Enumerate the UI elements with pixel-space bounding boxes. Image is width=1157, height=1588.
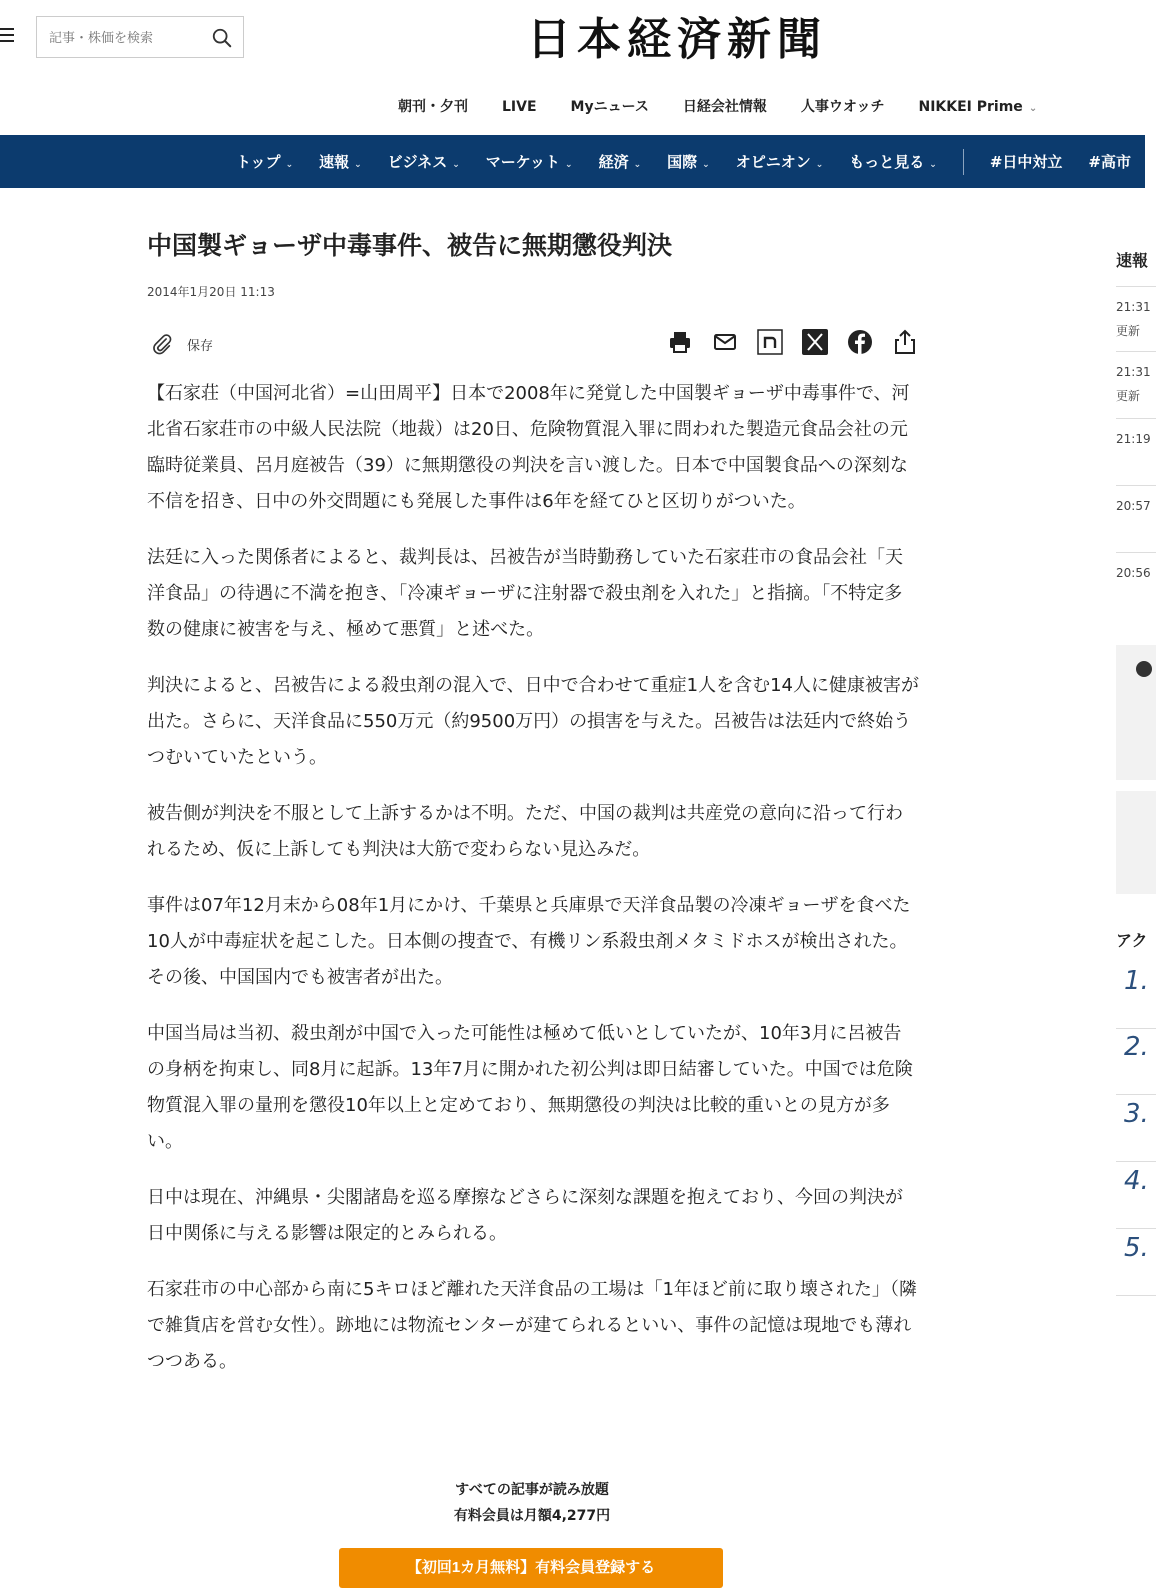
rail-news-status: 更新 <box>1116 324 1141 338</box>
nav-label: 国際 <box>667 153 698 171</box>
subnav-item-mynews[interactable]: Myニュース <box>570 99 649 115</box>
subnav-item-nikkei-prime[interactable] <box>918 96 1037 120</box>
share-icon[interactable] <box>891 328 919 356</box>
rail-news-time: 21:31 <box>1116 365 1151 379</box>
nav-item-international[interactable] <box>667 151 710 172</box>
nav-label: 経済 <box>598 153 629 171</box>
article-paragraph: 判決によると、呂被告による殺虫剤の混入で、日中で合わせて重症1人を含む14人に健康被害が出た。さらに、天洋食品に550万元（約9500万円）の損害を与えた。呂被告は法廷内で終始うつむいていたという。 <box>147 675 919 768</box>
ranking-number: 3. <box>1124 1099 1149 1129</box>
rail-news-time: 20:56 <box>1116 566 1151 580</box>
rail-news-item[interactable] <box>1116 552 1156 581</box>
article-paragraph: 日中は現在、沖縄県・尖閣諸島を巡る摩擦などさらに深刻な課題を抱えており、今回の判決が日中関係に与える影響は限定的とみられる。 <box>147 1187 903 1244</box>
article-paragraph: 石家荘市の中心部から南に5キロほど離れた天洋食品の工場は「1年ほど前に取り壊された」（隣で雑貨店を営む女性）。跡地には物流センターが建てられるといい、事件の記憶は現地でも薄れつつある。 <box>147 1279 917 1372</box>
chevron-down-icon: ⌄ <box>633 160 642 170</box>
share-bar <box>649 328 919 356</box>
save-button[interactable] <box>151 332 213 356</box>
subnav-item-company-info[interactable]: 日経会社情報 <box>682 99 767 115</box>
chevron-down-icon: ⌄ <box>565 160 573 170</box>
rail-news-item[interactable] <box>1116 286 1156 339</box>
rail-title: 速報 <box>1116 251 1149 270</box>
chevron-down-icon: ⌄ <box>702 160 710 170</box>
subnav-item-label: NIKKEI Prime <box>918 99 1023 115</box>
rail-news-item[interactable] <box>1116 418 1156 447</box>
chevron-down-icon: ⌄ <box>929 160 937 170</box>
facebook-icon[interactable] <box>846 328 874 356</box>
article-headline: 中国製ギョーザ中毒事件、被告に無期懲役判決 <box>147 231 673 260</box>
paperclip-icon <box>151 332 173 356</box>
article-paragraph: 法廷に入った関係者によると、裁判長は、呂被告が当時勤務していた石家荘市の食品会社「天洋食品」の待遇に不満を抱き、「冷凍ギョーザに注射器で殺虫剤を入れた」と指摘。「不特定多数の健康に被害を与え、極めて悪質」と述べた。 <box>147 547 903 640</box>
sub-navigation <box>398 96 1071 120</box>
chevron-down-icon: ⌄ <box>354 160 362 170</box>
rail-banner[interactable] <box>1116 645 1156 780</box>
article-toolbar <box>147 324 919 364</box>
x-icon[interactable] <box>801 328 829 356</box>
nav-item-business[interactable] <box>388 151 460 172</box>
nav-item-breaking[interactable] <box>319 151 362 172</box>
promo-line-2: 有料会員は月額4,277円 <box>453 1508 611 1524</box>
search-icon[interactable] <box>211 27 233 49</box>
subscribe-button[interactable]: 【初回1カ月無料】有料会員登録する <box>339 1548 723 1588</box>
chevron-down-icon: ⌄ <box>285 160 294 170</box>
nav-label: ビジネス <box>387 153 448 171</box>
search-box[interactable] <box>36 16 244 58</box>
ranking-number: 5. <box>1124 1233 1149 1263</box>
save-label: 保存 <box>187 338 214 354</box>
nav-tag-takaichi[interactable]: #高市 <box>1088 153 1131 171</box>
rail-news-time: 21:31 <box>1116 300 1151 314</box>
nav-divider <box>963 149 964 175</box>
rail-news-time: 20:57 <box>1116 499 1151 513</box>
subnav-item-morning-evening[interactable]: 朝刊・夕刊 <box>398 99 468 115</box>
rail-news-item[interactable] <box>1116 485 1156 514</box>
article-paragraph: 被告側が判決を不服として上訴するかは不明。ただ、中国の裁判は共産党の意向に沿って行われるため、仮に上訴しても判決は大筋で変わらない見込みだ。 <box>147 803 903 860</box>
article-body <box>147 376 919 1380</box>
article-paragraph: 【石家荘（中国河北省）=山田周平】日本で2008年に発覚した中国製ギョーザ中毒事件で、河北省石家荘市の中級人民法院（地裁）は20日、危険物質混入罪に問われた製造元食品会社の元臨時従業員、呂月庭被告（39）に無期懲役の判決を言い渡した。日本で中国製食品への深刻な不信を招き、日中の外交問題にも発展した事件は6年を経てひと区切りがついた。 <box>147 383 910 512</box>
ranking-item[interactable] <box>1116 966 1156 1029</box>
nav-label: マーケット <box>485 153 561 171</box>
ranking-item[interactable] <box>1116 1032 1156 1095</box>
nikkei-logo[interactable]: 日本経済新聞 <box>527 14 827 65</box>
search-input[interactable] <box>47 26 201 50</box>
article-date: 2014年1月20日 11:13 <box>147 285 275 299</box>
chevron-down-icon: ⌄ <box>452 160 460 170</box>
print-icon[interactable] <box>666 328 694 356</box>
nav-item-market[interactable] <box>486 151 573 172</box>
subnav-item-live[interactable]: LIVE <box>502 99 537 115</box>
rail-news-item[interactable] <box>1116 351 1156 404</box>
subnav-item-personnel[interactable]: 人事ウオッチ <box>800 99 885 115</box>
article-paragraph: 事件は07年12月末から08年1月にかけ、千葉県と兵庫県で天洋食品製の冷凍ギョーザを食べた10人が中毒症状を起こした。日本側の捜査で、有機リン系殺虫剤メタミドホスが検出された。その後、中国国内でも被害者が出た。 <box>147 895 911 988</box>
rail-news-time: 21:19 <box>1116 432 1151 446</box>
main-navigation <box>0 135 1145 188</box>
ranking-item[interactable] <box>1116 1099 1156 1162</box>
nav-item-top[interactable] <box>236 151 293 172</box>
nav-label: 速報 <box>319 153 350 171</box>
chevron-down-icon: ⌄ <box>815 160 824 170</box>
ranking-number: 1. <box>1124 966 1149 996</box>
ranking-number: 4. <box>1124 1166 1149 1196</box>
nav-item-more[interactable] <box>849 151 937 172</box>
ranking-item[interactable] <box>1116 1166 1156 1229</box>
promo-line-1: すべての記事が読み放題 <box>455 1482 609 1498</box>
menu-icon[interactable] <box>0 24 14 46</box>
ranking-number: 2. <box>1124 1032 1149 1062</box>
ranking-title: アク <box>1116 931 1148 950</box>
note-icon[interactable] <box>756 328 784 356</box>
nav-label: オピニオン <box>735 153 811 171</box>
ranking-item[interactable] <box>1116 1233 1156 1296</box>
rail-news-status: 更新 <box>1116 389 1141 403</box>
subscription-promo <box>0 1477 1064 1529</box>
nav-item-opinion[interactable] <box>736 151 824 172</box>
rail-banner-2[interactable] <box>1116 791 1156 894</box>
article-paragraph: 中国当局は当初、殺虫剤が中国で入った可能性は極めて低いとしていたが、10年3月に呂被告の身柄を拘束し、同8月に起訴。13年7月に開かれた初公判は即日結審していた。中国では危険物質混入罪の量刑を懲役10年以上と定めており、無期懲役の判決は比較的重いとの見方が多い。 <box>147 1023 913 1152</box>
nav-label: トップ <box>236 153 281 171</box>
info-icon <box>1136 661 1152 677</box>
nav-item-economy[interactable] <box>599 151 642 172</box>
chevron-down-icon: ⌄ <box>1028 103 1038 114</box>
article <box>147 222 919 1400</box>
nav-tag-japan-china[interactable]: #日中対立 <box>989 153 1063 171</box>
nav-label: もっと見る <box>849 153 925 171</box>
mail-icon[interactable] <box>711 328 739 356</box>
